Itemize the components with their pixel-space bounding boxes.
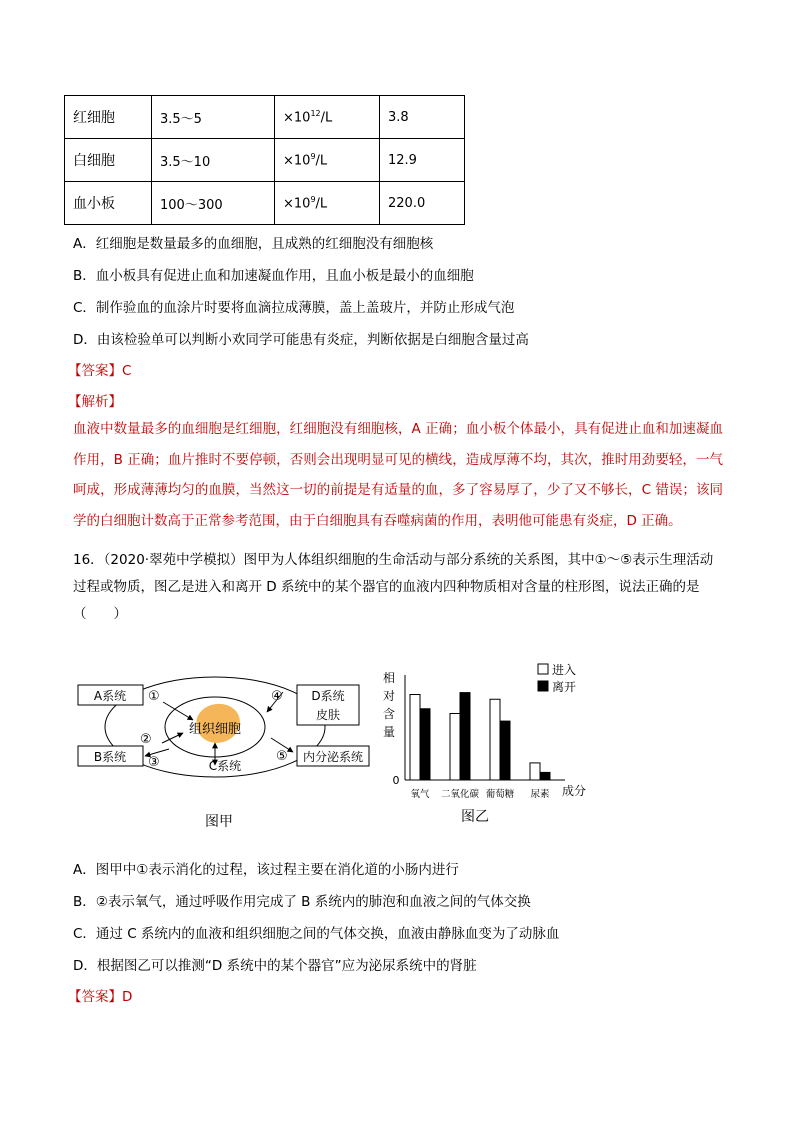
x-tick-label: 二氧化碳 bbox=[440, 789, 480, 800]
cell-value: 12.9 bbox=[380, 139, 465, 182]
table-row bbox=[65, 182, 465, 225]
bar-进入 bbox=[490, 699, 500, 780]
label-2: ② bbox=[140, 732, 152, 747]
legend-swatch-进入 bbox=[538, 664, 548, 674]
q15-answer: 【答案】C bbox=[68, 363, 132, 379]
y-axis-label-char: 对 bbox=[382, 689, 396, 703]
cell-unit: $\times 10^{12}/L$ bbox=[275, 96, 380, 139]
y-axis-label-char: 量 bbox=[382, 725, 396, 739]
box-endocrine-label: 内分泌系统 bbox=[302, 750, 364, 764]
cell-name: 血小板 bbox=[65, 182, 152, 225]
cell-unit: $\times 10^9/L$ bbox=[275, 182, 380, 225]
q15-analysis-label: 【解析】 bbox=[68, 394, 122, 410]
x-axis-label: 成分 bbox=[561, 784, 587, 798]
label-1: ① bbox=[148, 689, 160, 704]
table-row bbox=[65, 96, 465, 139]
q15-option-c: C．制作验血的血涂片时要将血滴拉成薄膜，盖上盖玻片，并防止形成气泡 bbox=[73, 300, 515, 316]
diagram-jia bbox=[75, 670, 375, 830]
caption-jia: 图甲 bbox=[205, 814, 233, 830]
label-5: ⑤ bbox=[276, 749, 288, 764]
box-d-label: D系统 bbox=[311, 689, 345, 703]
bar-离开 bbox=[500, 721, 510, 780]
label-4: ④ bbox=[271, 689, 283, 704]
q16-option-c: C．通过 C 系统内的血液和组织细胞之间的气体交换，血液由静脉血变为了动脉血 bbox=[73, 926, 560, 942]
origin-label: 0 bbox=[392, 774, 400, 787]
caption-yi: 图乙 bbox=[461, 809, 489, 825]
q15-option-a: A．红细胞是数量最多的血细胞，且成熟的红细胞没有细胞核 bbox=[73, 236, 434, 252]
box-a-label: A系统 bbox=[93, 689, 127, 703]
q16-answer: 【答案】D bbox=[68, 989, 133, 1005]
q16-option-b: B．②表示氧气，通过呼吸作用完成了 B 系统内的肺泡和血液之间的气体交换 bbox=[73, 894, 531, 910]
bar-离开 bbox=[420, 709, 430, 780]
box-c-label: C系统 bbox=[208, 759, 242, 773]
table-row bbox=[65, 139, 465, 182]
cell-value: 3.8 bbox=[380, 96, 465, 139]
center-label: 组织细胞 bbox=[188, 722, 242, 737]
x-tick-label: 氧气 bbox=[410, 789, 430, 800]
q16-option-d: D．根据图乙可以推测“D 系统中的某个器官”应为泌尿系统中的肾脏 bbox=[73, 958, 477, 974]
bar-离开 bbox=[540, 772, 550, 780]
cell-name: 红细胞 bbox=[65, 96, 152, 139]
label-3: ③ bbox=[148, 755, 160, 770]
cell-value: 220.0 bbox=[380, 182, 465, 225]
q16-option-a: A．图甲中①表示消化的过程，该过程主要在消化道的小肠内进行 bbox=[73, 862, 459, 878]
cell-unit: $\times 10^9/L$ bbox=[275, 139, 380, 182]
cell-name: 白细胞 bbox=[65, 139, 152, 182]
bar-进入 bbox=[450, 714, 460, 781]
legend-label-离开: 离开 bbox=[552, 680, 577, 694]
box-d-label-2: 皮肤 bbox=[315, 708, 341, 722]
x-tick-label: 葡萄糖 bbox=[485, 789, 515, 800]
q15-option-d: D．由该检验单可以判断小欢同学可能患有炎症，判断依据是白细胞含量过高 bbox=[73, 332, 529, 348]
bar-进入 bbox=[410, 695, 420, 781]
bar-进入 bbox=[530, 763, 540, 780]
legend-swatch-离开 bbox=[538, 681, 548, 691]
q15-option-b: B．血小板具有促进止血和加速凝血作用，且血小板是最小的血细胞 bbox=[73, 268, 474, 284]
x-tick-label: 尿素 bbox=[530, 789, 550, 800]
bar-离开 bbox=[460, 693, 470, 780]
q15-analysis-text: 血液中数量最多的血细胞是红细胞，红细胞没有细胞核，A 正确；血小板个体最小，具有促进止血和加速凝血作用，B 正确；血片推时不要停顿，否则会出现明显可见的横线，造成厚薄不均，其次，推时用劲要轻，一气呵成，形成薄薄均匀的血膜，当然这一切的前提是有适量的血，多了容易厚了，少了又不够长，C 错误；该同学的白细胞计数高于正常参考范围，由于白细胞具有吞噬病菌的作用，表明他可能患有炎症，D 正确。 bbox=[73, 421, 723, 529]
y-axis-label-char: 相 bbox=[382, 671, 396, 685]
blood-test-table bbox=[64, 95, 465, 225]
legend-label-进入: 进入 bbox=[552, 663, 577, 677]
y-axis-label-char: 含 bbox=[382, 707, 396, 721]
cell-range: 3.5～10 bbox=[152, 139, 275, 182]
cell-range: 3.5～5 bbox=[152, 96, 275, 139]
bar-chart-yi bbox=[380, 658, 595, 803]
box-b-label: B系统 bbox=[93, 750, 127, 764]
q16-stem: 16．（2020·翠苑中学模拟）图甲为人体组织细胞的生命活动与部分系统的关系图，其中①～⑤表示生理活动过程或物质，图乙是进入和离开 D 系统中的某个器官的血液内四种物质相对含量的柱形图，说法正确的是（ ） bbox=[73, 552, 714, 622]
cell-range: 100～300 bbox=[152, 182, 275, 225]
